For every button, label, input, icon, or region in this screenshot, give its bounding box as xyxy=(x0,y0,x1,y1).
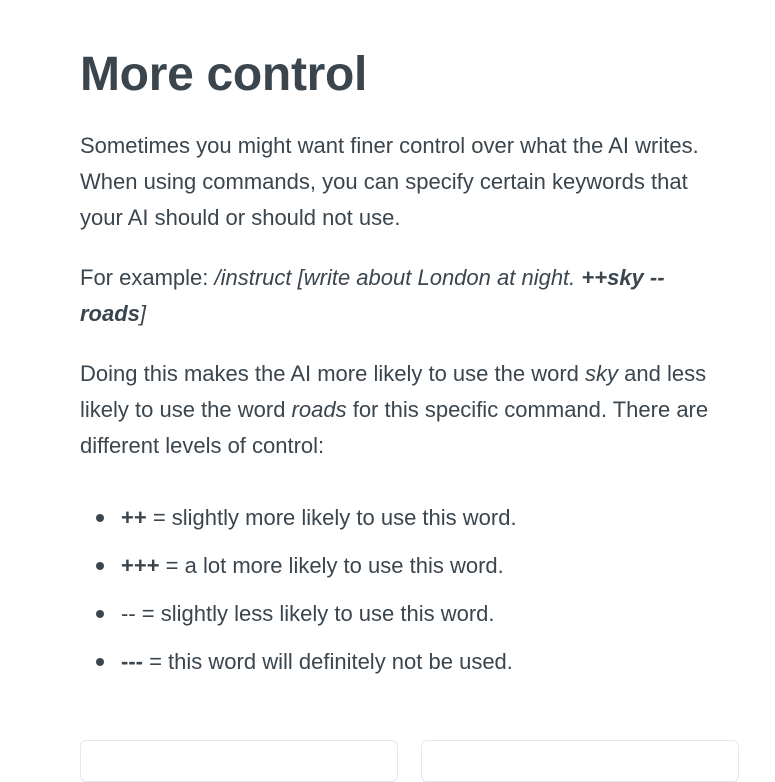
page-title: More control xyxy=(80,48,368,101)
next-page-card[interactable] xyxy=(421,740,739,782)
example-paragraph xyxy=(80,260,720,332)
list-item xyxy=(80,548,720,584)
level-description: = a lot more likely to use this word. xyxy=(159,553,504,578)
example-prefix: For example: xyxy=(80,265,215,290)
level-description: = this word will definitely not be used. xyxy=(142,649,513,674)
level-symbol: +++ xyxy=(121,553,160,578)
list-item xyxy=(80,644,720,680)
level-description: = slightly more likely to use this word. xyxy=(146,505,517,530)
intro-paragraph: Sometimes you might want finer control over what the AI writes. When using commands, you can specify certain keywords that your AI should or should not use. xyxy=(80,133,699,230)
explanation-word-sky: sky xyxy=(585,361,619,386)
explanation-part1: Doing this makes the AI more likely to use the word xyxy=(80,361,586,386)
example-keywords: ++sky --roads xyxy=(80,265,665,326)
bullet-icon xyxy=(96,658,104,666)
bullet-icon xyxy=(96,514,104,522)
example-command-start: /instruct [write about London at night. xyxy=(214,265,582,290)
example-command-end: ] xyxy=(139,301,147,326)
explanation-paragraph xyxy=(80,356,720,464)
previous-page-card[interactable] xyxy=(80,740,398,782)
explanation-part3: for this specific command. There are different levels of control: xyxy=(80,397,709,458)
level-symbol: -- xyxy=(121,601,136,626)
level-description: = slightly less likely to use this word. xyxy=(135,601,495,626)
list-item xyxy=(80,500,720,536)
control-levels-list xyxy=(80,500,720,692)
bullet-icon xyxy=(96,562,104,570)
list-item xyxy=(80,596,720,632)
bullet-icon xyxy=(96,610,104,618)
level-symbol: --- xyxy=(121,649,143,674)
level-symbol: ++ xyxy=(121,505,147,530)
explanation-word-roads: roads xyxy=(291,397,347,422)
explanation-part2: and less likely to use the word xyxy=(80,361,707,422)
